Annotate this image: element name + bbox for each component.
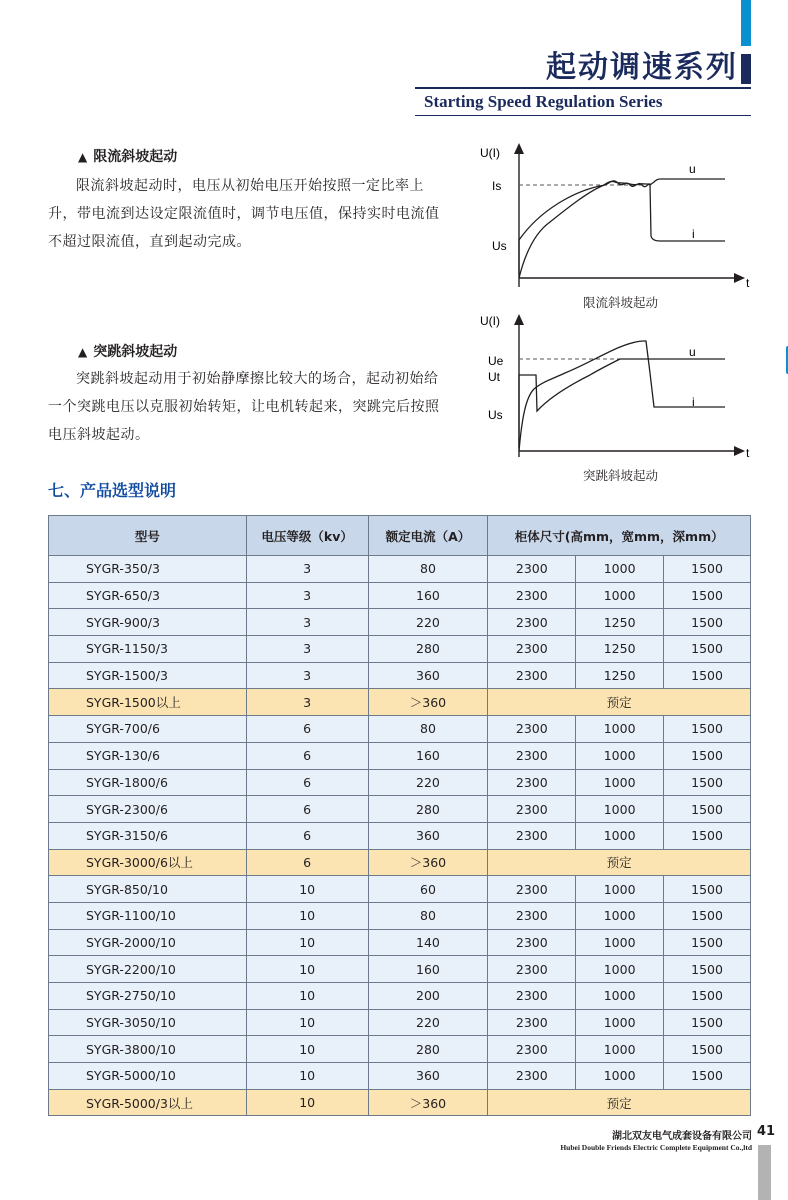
cell-current: 280 bbox=[368, 796, 488, 823]
cell-depth: 1500 bbox=[664, 582, 751, 609]
table-row bbox=[49, 796, 751, 823]
cell-voltage: 10 bbox=[246, 1036, 368, 1063]
cell-model: SYGR-1100/10 bbox=[49, 902, 247, 929]
cell-current: 140 bbox=[368, 929, 488, 956]
cell-model: SYGR-1800/6 bbox=[49, 769, 247, 796]
cell-depth: 1500 bbox=[664, 983, 751, 1010]
cell-width: 1000 bbox=[576, 716, 664, 743]
cell-height: 2300 bbox=[488, 609, 576, 636]
cell-depth: 1500 bbox=[664, 902, 751, 929]
cell-current: 160 bbox=[368, 742, 488, 769]
table-row bbox=[49, 983, 751, 1010]
cell-current: 220 bbox=[368, 1009, 488, 1036]
cell-depth: 1500 bbox=[664, 1036, 751, 1063]
cell-voltage: 6 bbox=[246, 822, 368, 849]
us-label: Us bbox=[488, 408, 503, 422]
cell-model: SYGR-1500/3 bbox=[49, 662, 247, 689]
cell-model: SYGR-3000/6以上 bbox=[49, 849, 247, 876]
cell-size-tbd: 预定 bbox=[488, 689, 751, 716]
cell-width: 1000 bbox=[576, 956, 664, 983]
cell-height: 2300 bbox=[488, 983, 576, 1010]
i-label: i bbox=[692, 227, 695, 241]
cell-height: 2300 bbox=[488, 556, 576, 583]
cell-voltage: 6 bbox=[246, 849, 368, 876]
page-number: 41 bbox=[757, 1124, 776, 1139]
cell-height: 2300 bbox=[488, 662, 576, 689]
cell-model: SYGR-350/3 bbox=[49, 556, 247, 583]
cell-model: SYGR-850/10 bbox=[49, 876, 247, 903]
section-heading-text: 突跳斜坡起动 bbox=[93, 344, 178, 360]
section-body-current-limit: 限流斜坡起动时，电压从初始电压开始按照一定比率上升，带电流到达设定限流值时，调节电压值，保持实时电流值不超过限流值，直到起动完成。 bbox=[48, 178, 440, 250]
ut-label: Ut bbox=[488, 370, 500, 384]
cell-current: 160 bbox=[368, 956, 488, 983]
cell-depth: 1500 bbox=[664, 822, 751, 849]
cell-height: 2300 bbox=[488, 902, 576, 929]
table-header-row bbox=[49, 516, 751, 556]
table-row bbox=[49, 609, 751, 636]
cell-current: 280 bbox=[368, 636, 488, 663]
y-axis-label: U(I) bbox=[480, 314, 500, 328]
cell-height: 2300 bbox=[488, 822, 576, 849]
cell-height: 2300 bbox=[488, 716, 576, 743]
us-label: Us bbox=[492, 239, 507, 253]
cell-width: 1000 bbox=[576, 902, 664, 929]
cell-height: 2300 bbox=[488, 796, 576, 823]
cell-depth: 1500 bbox=[664, 769, 751, 796]
cell-voltage: 3 bbox=[246, 689, 368, 716]
cell-current: 80 bbox=[368, 716, 488, 743]
x-axis-label: t bbox=[746, 276, 750, 290]
cell-height: 2300 bbox=[488, 636, 576, 663]
cell-height: 2300 bbox=[488, 956, 576, 983]
table-row bbox=[49, 636, 751, 663]
cell-current: 280 bbox=[368, 1036, 488, 1063]
cell-current: 360 bbox=[368, 822, 488, 849]
section-heading-kick-start bbox=[78, 341, 177, 361]
cell-voltage: 6 bbox=[246, 716, 368, 743]
footer-accent-bar bbox=[758, 1145, 771, 1200]
cell-model: SYGR-650/3 bbox=[49, 582, 247, 609]
cell-model: SYGR-2750/10 bbox=[49, 983, 247, 1010]
table-row bbox=[49, 769, 751, 796]
cell-current: 220 bbox=[368, 609, 488, 636]
footer-company-en: Hubei Double Friends Electric Complete Equipment Co.,ltd bbox=[560, 1143, 752, 1152]
table-row bbox=[49, 582, 751, 609]
cell-height: 2300 bbox=[488, 929, 576, 956]
cell-width: 1000 bbox=[576, 1009, 664, 1036]
cell-depth: 1500 bbox=[664, 876, 751, 903]
cell-height: 2300 bbox=[488, 742, 576, 769]
cell-current: 80 bbox=[368, 556, 488, 583]
table-row bbox=[49, 1089, 751, 1116]
cell-depth: 1500 bbox=[664, 929, 751, 956]
cell-depth: 1500 bbox=[664, 556, 751, 583]
cell-model: SYGR-3800/10 bbox=[49, 1036, 247, 1063]
cell-width: 1000 bbox=[576, 1036, 664, 1063]
x-axis-arrow-icon bbox=[734, 446, 745, 456]
section-title-product-selection: 七、产品选型说明 bbox=[48, 481, 177, 500]
cell-voltage: 3 bbox=[246, 609, 368, 636]
cell-width: 1250 bbox=[576, 609, 664, 636]
cell-width: 1000 bbox=[576, 876, 664, 903]
cell-model: SYGR-2200/10 bbox=[49, 956, 247, 983]
cell-model: SYGR-5000/3以上 bbox=[49, 1089, 247, 1116]
cell-depth: 1500 bbox=[664, 956, 751, 983]
chart-caption-current-limit: 限流斜坡起动 bbox=[583, 295, 659, 310]
cell-voltage: 6 bbox=[246, 742, 368, 769]
cell-voltage: 10 bbox=[246, 902, 368, 929]
table-row bbox=[49, 716, 751, 743]
table-row bbox=[49, 902, 751, 929]
cell-width: 1250 bbox=[576, 662, 664, 689]
cell-width: 1000 bbox=[576, 769, 664, 796]
cell-model: SYGR-1500以上 bbox=[49, 689, 247, 716]
cell-model: SYGR-2300/6 bbox=[49, 796, 247, 823]
cell-width: 1000 bbox=[576, 742, 664, 769]
cell-width: 1250 bbox=[576, 636, 664, 663]
section-body-kick-start: 突跳斜坡起动用于初始静摩擦比较大的场合，起动初始给一个突跳电压以克服初始转矩，让电机转起来，突跳完后按照电压斜坡起动。 bbox=[48, 371, 440, 443]
cell-current: 360 bbox=[368, 662, 488, 689]
y-axis-arrow-icon bbox=[514, 143, 524, 154]
chart-caption-kick-start: 突跳斜坡起动 bbox=[583, 468, 659, 483]
cell-model: SYGR-700/6 bbox=[49, 716, 247, 743]
cell-voltage: 10 bbox=[246, 1063, 368, 1090]
cell-current: 200 bbox=[368, 983, 488, 1010]
cell-current: ＞360 bbox=[368, 1089, 488, 1116]
cell-width: 1000 bbox=[576, 983, 664, 1010]
table-row bbox=[49, 849, 751, 876]
cell-model: SYGR-1150/3 bbox=[49, 636, 247, 663]
cell-voltage: 3 bbox=[246, 582, 368, 609]
section-heading-current-limit bbox=[78, 146, 177, 166]
cell-width: 1000 bbox=[576, 822, 664, 849]
cell-current: ＞360 bbox=[368, 689, 488, 716]
cell-depth: 1500 bbox=[664, 1009, 751, 1036]
cell-height: 2300 bbox=[488, 876, 576, 903]
cell-voltage: 6 bbox=[246, 769, 368, 796]
cell-current: 220 bbox=[368, 769, 488, 796]
title-accent-block bbox=[741, 54, 751, 84]
cell-depth: 1500 bbox=[664, 796, 751, 823]
cell-voltage: 10 bbox=[246, 929, 368, 956]
cell-voltage: 3 bbox=[246, 662, 368, 689]
cell-depth: 1500 bbox=[664, 609, 751, 636]
title-underline bbox=[415, 115, 751, 116]
cell-width: 1000 bbox=[576, 556, 664, 583]
current-limit-ramp-diagram bbox=[470, 140, 760, 300]
cell-model: SYGR-3150/6 bbox=[49, 822, 247, 849]
table-row bbox=[49, 742, 751, 769]
u-label: u bbox=[689, 162, 696, 176]
cell-voltage: 10 bbox=[246, 1089, 368, 1116]
cell-width: 1000 bbox=[576, 929, 664, 956]
page-title-en: Starting Speed Regulation Series bbox=[424, 92, 663, 111]
y-axis-arrow-icon bbox=[514, 314, 524, 325]
cell-voltage: 10 bbox=[246, 983, 368, 1010]
table-row bbox=[49, 956, 751, 983]
cell-depth: 1500 bbox=[664, 742, 751, 769]
cell-width: 1000 bbox=[576, 1063, 664, 1090]
title-divider bbox=[415, 87, 751, 89]
cell-current: 60 bbox=[368, 876, 488, 903]
u-label: u bbox=[689, 345, 696, 359]
header-cabinet-size: 柜体尺寸(高mm，宽mm，深mm） bbox=[488, 516, 751, 556]
x-axis-label: t bbox=[746, 446, 750, 460]
cell-current: ＞360 bbox=[368, 849, 488, 876]
cell-depth: 1500 bbox=[664, 662, 751, 689]
y-axis-label: U(I) bbox=[480, 146, 500, 160]
table-row bbox=[49, 1063, 751, 1090]
triangle-bullet-icon: ▲ bbox=[78, 345, 88, 359]
cell-height: 2300 bbox=[488, 1063, 576, 1090]
cell-width: 1000 bbox=[576, 582, 664, 609]
cell-current: 360 bbox=[368, 1063, 488, 1090]
table-row bbox=[49, 556, 751, 583]
header-voltage: 电压等级（kv） bbox=[246, 516, 368, 556]
table-row bbox=[49, 822, 751, 849]
cell-size-tbd: 预定 bbox=[488, 849, 751, 876]
ue-label: Ue bbox=[488, 354, 504, 368]
x-axis-arrow-icon bbox=[734, 273, 745, 283]
cell-size-tbd: 预定 bbox=[488, 1089, 751, 1116]
table-row bbox=[49, 689, 751, 716]
i-label: i bbox=[692, 395, 695, 409]
cell-model: SYGR-2000/10 bbox=[49, 929, 247, 956]
cell-voltage: 3 bbox=[246, 636, 368, 663]
cell-model: SYGR-900/3 bbox=[49, 609, 247, 636]
cell-depth: 1500 bbox=[664, 636, 751, 663]
cell-model: SYGR-3050/10 bbox=[49, 1009, 247, 1036]
page-title-cn: 起动调速系列 bbox=[546, 50, 738, 85]
footer-company-cn: 湖北双友电气成套设备有限公司 bbox=[612, 1131, 752, 1142]
product-spec-table bbox=[48, 515, 751, 1116]
cell-current: 80 bbox=[368, 902, 488, 929]
cell-width: 1000 bbox=[576, 796, 664, 823]
table-body bbox=[49, 556, 751, 1116]
table-row bbox=[49, 929, 751, 956]
cell-voltage: 6 bbox=[246, 796, 368, 823]
cell-voltage: 10 bbox=[246, 1009, 368, 1036]
table-row bbox=[49, 1009, 751, 1036]
section-heading-text: 限流斜坡起动 bbox=[93, 149, 178, 165]
cell-voltage: 3 bbox=[246, 556, 368, 583]
kick-start-ramp-diagram bbox=[470, 307, 760, 467]
cell-model: SYGR-130/6 bbox=[49, 742, 247, 769]
cell-current: 160 bbox=[368, 582, 488, 609]
cell-model: SYGR-5000/10 bbox=[49, 1063, 247, 1090]
header-model: 型号 bbox=[49, 516, 247, 556]
cell-height: 2300 bbox=[488, 582, 576, 609]
cell-height: 2300 bbox=[488, 769, 576, 796]
table-row bbox=[49, 662, 751, 689]
cell-voltage: 10 bbox=[246, 876, 368, 903]
cell-depth: 1500 bbox=[664, 1063, 751, 1090]
cell-height: 2300 bbox=[488, 1036, 576, 1063]
header-accent-bar bbox=[741, 0, 751, 46]
cell-depth: 1500 bbox=[664, 716, 751, 743]
header-current: 额定电流（A） bbox=[368, 516, 488, 556]
is-label: Is bbox=[492, 179, 502, 193]
cell-height: 2300 bbox=[488, 1009, 576, 1036]
triangle-bullet-icon: ▲ bbox=[78, 150, 88, 164]
table-row bbox=[49, 1036, 751, 1063]
table-row bbox=[49, 876, 751, 903]
cell-voltage: 10 bbox=[246, 956, 368, 983]
